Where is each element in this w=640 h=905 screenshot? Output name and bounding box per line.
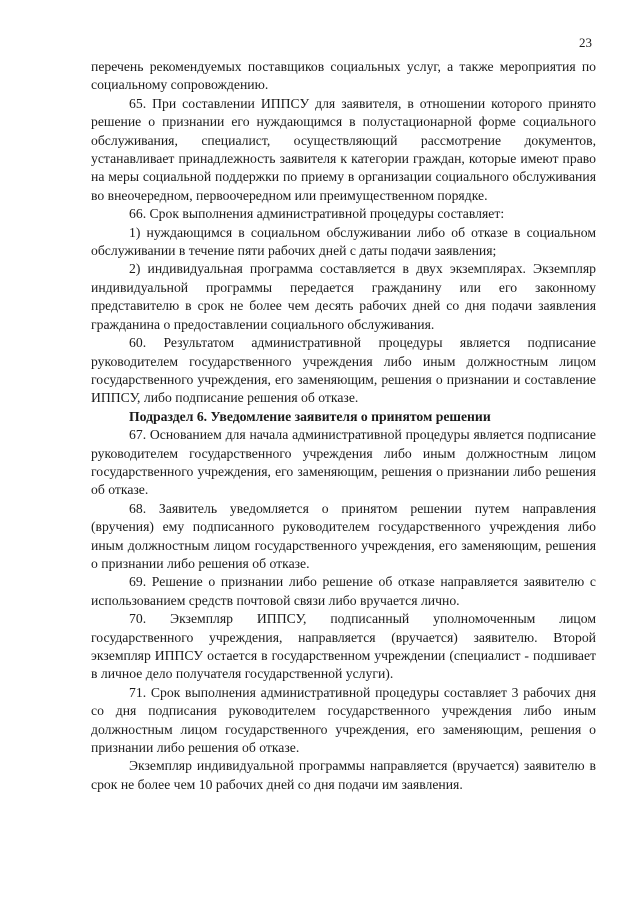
paragraph-70: 70. Экземпляр ИППСУ, подписанный уполномоченным лицом государственного учреждения, направляется (вручается) заявителю. Второй экземпляр ИППСУ остается в государственном учреждении (специалист - подшивает в личное дело получателя государственной услуги). [91, 611, 596, 682]
paragraph-67: 67. Основанием для начала административной процедуры является подписание руководителем государственного учреждения либо иным должностным лицом государственного учреждения, его заменяющим, решения о признании либо решения об отказе. [91, 427, 596, 498]
subsection-heading: Подраздел 6. Уведомление заявителя о принятом решении [129, 408, 491, 424]
paragraph-68: 68. Заявитель уведомляется о принятом решении путем направления (вручения) ему подписанного руководителем государственного учреждения либо иным должностным лицом государственного учреждения, его заменяющим, решения о признании либо решения об отказе. [91, 500, 596, 571]
paragraph-71: 71. Срок выполнения административной процедуры составляет 3 рабочих дня со дня подписания руководителем государственного учреждения либо иным должностным лицом государственного учреждения, его заменяющим, решения о признании либо решения об отказе. [91, 684, 596, 756]
paragraph-65: 65. При составлении ИППСУ для заявителя, в отношении которого принято решение о признании его нуждающимся в полустационарной форме социального обслуживания, специалист, осуществляющий рассмотрение документов, устанавливает принадлежность заявителя к категории граждан, которые имеют право на меры социальной поддержки по приему в организации социального обслуживания во внеочередном, первоочередном или преимущественном порядке. [91, 95, 596, 203]
paragraph-69: 69. Решение о признании либо решение об отказе направляется заявителю с использованием средств почтовой связи либо вручается лично. [91, 574, 596, 608]
paragraph-66: 66. Срок выполнения административной процедуры составляет: [129, 206, 505, 222]
paragraph-continuation: перечень рекомендуемых поставщиков социальных услуг, а также мероприятия по социальному сопровождению. [91, 59, 596, 93]
paragraph-66-item-1: 1) нуждающимся в социальном обслуживании либо об отказе в социальном обслуживании в течение пяти рабочих дней с даты подачи заявления; [91, 224, 596, 259]
paragraph-individual-program: Экземпляр индивидуальной программы направляется (вручается) заявителю в срок не более чем 10 рабочих дней со дня подачи им заявления. [91, 758, 596, 792]
paragraph-60: 60. Результатом административной процедуры является подписание руководителем государственного учреждения либо иным должностным лицом государственного учреждения, его заменяющим, решения о признании и составление ИППСУ, либо подписание решения об отказе. [91, 335, 596, 406]
paragraph-66-item-2: 2) индивидуальная программа составляется в двух экземплярах. Экземпляр индивидуальной программы передается гражданину или его законному представителю в срок не более чем десять рабочих дней со дня подачи заявления гражданина о предоставлении социального обслуживания. [91, 261, 596, 332]
document-body [91, 58, 596, 794]
page-number: 23 [579, 35, 592, 50]
